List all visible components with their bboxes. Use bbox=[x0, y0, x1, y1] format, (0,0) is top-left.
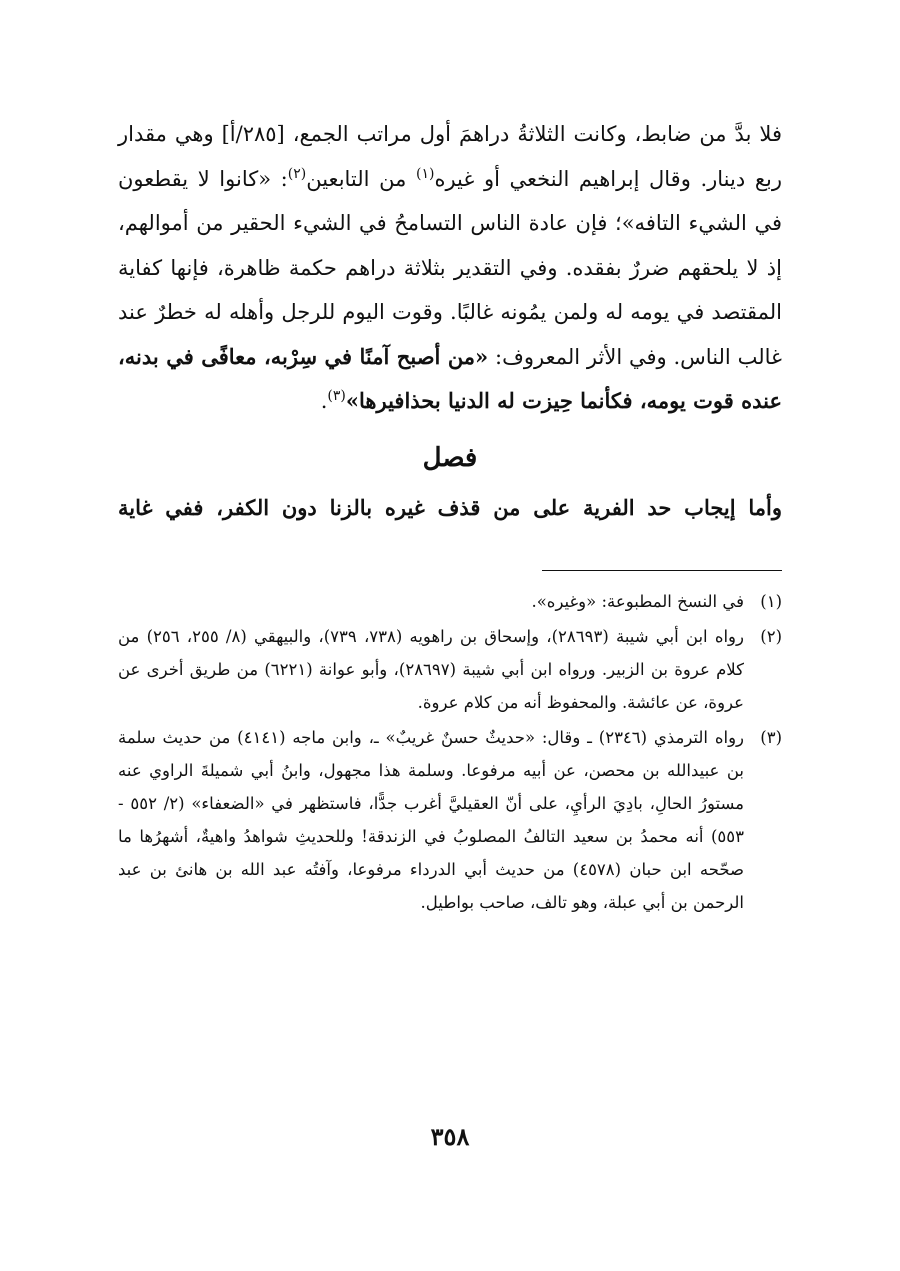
footnote-1 bbox=[118, 585, 782, 618]
footnote-number: (١) bbox=[760, 591, 782, 611]
page-content bbox=[118, 112, 782, 921]
footnote-3 bbox=[118, 721, 782, 919]
main-body bbox=[118, 112, 782, 424]
paragraph-end: . bbox=[320, 389, 328, 413]
footnote-number: (٢) bbox=[760, 626, 782, 646]
footnote-text: رواه ابن أبي شيبة (٢٨٦٩٣)، وإسحاق بن راهويه (٧٣٨، ٧٣٩)، والبيهقي (٨/ ٢٥٥، ٢٥٦) من كلام عروة بن الزبير. ورواه ابن أبي شيبة (٢٨٦٩٧)، وأبو عوانة (٦٢٢١) من طريق أخرى عن عروة، عن عائشة. والمحفوظ أنه من كلام عروة. bbox=[118, 626, 745, 712]
paragraph-text-a: فلا بدَّ من ضابط، وكانت الثلاثةُ دراهمَ أول مراتب الجمع، [٢٨٥/أ] وهي مقدار ربع دينار. وقال إبراهيم النخعي أو غيره bbox=[118, 122, 782, 191]
section-opening-line: وأما إيجاب حد الفرية على من قذف غيره بالزنا دون الكفر، ففي غاية bbox=[118, 494, 782, 520]
footnote-2 bbox=[118, 620, 782, 719]
paragraph-text-b: من التابعين bbox=[306, 166, 416, 191]
section-heading: فصل bbox=[422, 442, 478, 473]
page-number: ٣٥٨ bbox=[430, 1122, 470, 1151]
footnote-ref-2: (٢) bbox=[287, 165, 307, 182]
footnote-text: رواه الترمذي (٢٣٤٦) ـ وقال: «حديثٌ حسنٌ غريبٌ» ـ، وابن ماجه (٤١٤١) من حديث سلمة بن عبيدالله بن محصن، عن أبيه مرفوعا. وسلمة هذا مجهول، وابنُ أبي شميلةَ الراوي عنه مستورُ الحالِ، بادِيَ الرأيِ، على أنّ العقيليَّ أغرب جدًّا، فاستظهر في «الضعفاء» (٢/ ٥٥٢ - ٥٥٣) أنه محمدُ بن سعيد التالفُ المصلوبُ في الزندقة! وللحديثِ شواهدُ واهيةٌ، أشهرُها ما صحّحه ابن حبان (٤٥٧٨) من حديث أبي الدرداء مرفوعا، وآفتُه عبد الله بن هانئ بن عبد الرحمن بن أبي عبلة، وهو تالف، صاحب بواطيل. bbox=[118, 727, 745, 912]
footnote-text: في النسخ المطبوعة: «وغيره». bbox=[531, 591, 744, 611]
footnote-divider bbox=[542, 570, 782, 571]
footnote-number: (٣) bbox=[760, 727, 782, 747]
footnote-ref-1: (١) bbox=[415, 165, 435, 182]
footnote-ref-3: (٣) bbox=[327, 388, 346, 404]
paragraph-text-c: : «كانوا لا يقطعون في الشيء التافه»؛ فإن عادة الناس التسامحُ في الشيء الحقير من أموالهم، إذ لا يلحقهم ضررٌ بفقده. وفي التقدير بثلاثة دراهم حكمة ظاهرة، فإنها كفاية المقتصد في يومه له ولمن يمُونه غالبًا. وقوت اليوم للرجل وأهله له خطرٌ عند غالب الناس. وفي الأثر المعروف: bbox=[118, 166, 782, 369]
main-paragraph bbox=[118, 112, 782, 424]
hadith-quote: «من أصبح آمنًا في سِرْبه، معافًى في بدنه، عنده قوت يومه، فكأنما حِيزت له الدنيا بحذافيرها» bbox=[118, 343, 782, 413]
footnotes bbox=[118, 585, 782, 919]
